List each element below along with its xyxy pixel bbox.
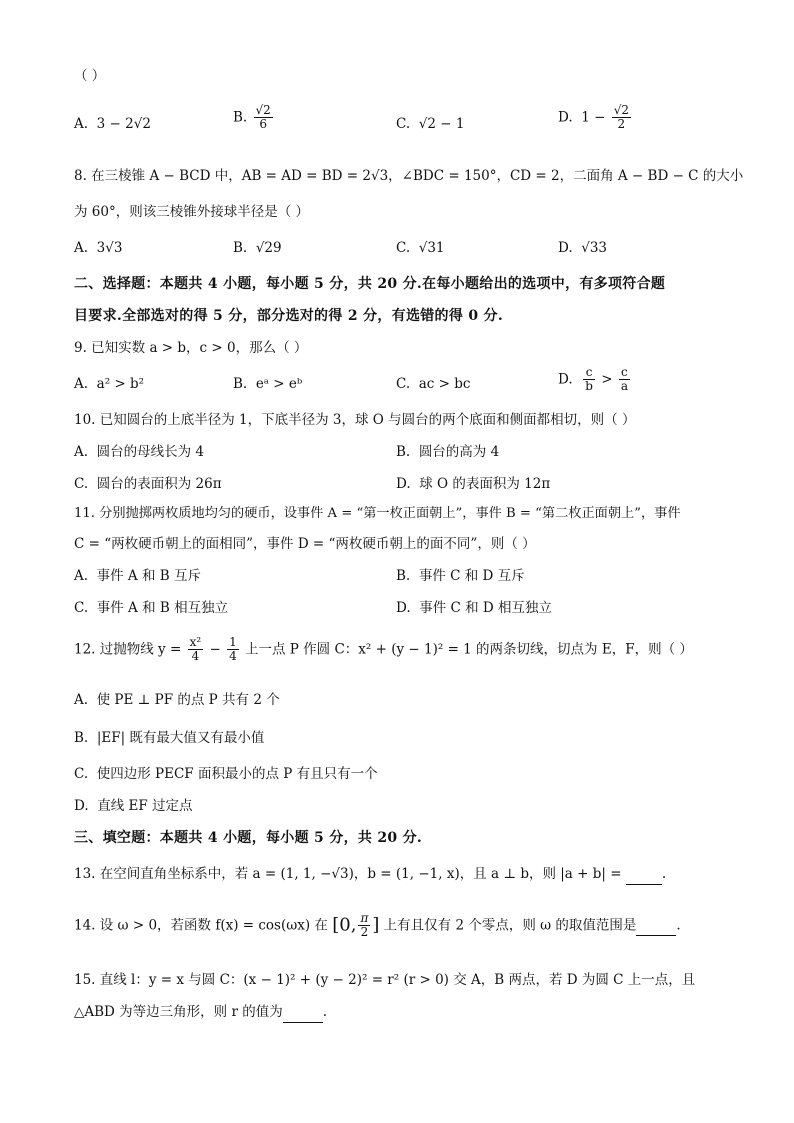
- q10-option-a: A. 圆台的母线长为 4: [74, 444, 205, 460]
- fraction: $\frac{\pi}{2}$: [360, 911, 369, 939]
- q9-option-a: A. a² > b²: [74, 376, 145, 392]
- q8-option-a: A. 3√3: [74, 240, 123, 256]
- q11-option-a: A. 事件 A 和 B 互斥: [74, 568, 201, 584]
- q11-option-b: B. 事件 C 和 D 互斥: [396, 568, 525, 584]
- q11-stem-line2: C = “两枚硬币朝上的面相同”，事件 D = “两枚硬币朝上的面不同”，则（ ）: [74, 536, 536, 552]
- fraction: $\frac{c}{a}$: [620, 365, 628, 393]
- q9-option-b: B. eᵃ > eᵇ: [233, 376, 303, 392]
- q11-option-c: C. 事件 A 和 B 相互独立: [74, 600, 229, 616]
- section-2-heading-line2: 目要求.全部选对的得 5 分，部分选对的得 2 分，有选错的得 0 分.: [74, 308, 504, 324]
- fraction: $\frac{\text{x²}}{4}$: [189, 635, 202, 663]
- q10-option-c: C. 圆台的表面积为 26π: [74, 476, 222, 492]
- q7-option-b: B. $\frac{√2}{6}$: [233, 103, 271, 131]
- q9-option-d: D. $\frac{c}{b}$ > $\frac{c}{a}$: [558, 365, 628, 393]
- q12-option-b: B. |EF| 既有最大值又有最小值: [74, 730, 265, 746]
- q15-stem-line2: △ABD 为等边三角形，则 r 的值为 .: [74, 1002, 327, 1023]
- q9-stem: 9. 已知实数 a > b，c > 0，那么（ ）: [74, 340, 308, 356]
- q12-option-a: A. 使 PE ⊥ PF 的点 P 共有 2 个: [74, 692, 280, 708]
- q10-option-b: B. 圆台的高为 4: [396, 444, 500, 460]
- q11-stem-line1: 11. 分别抛掷两枚质地均匀的硬币，设事件 A = “第一枚正面朝上”，事件 B = “第二枚正面朝上”，事件: [74, 506, 681, 521]
- q10-stem: 10. 已知圆台的上底半径为 1，下底半径为 3，球 O 与圆台的两个底面和侧面都相切，则（ ）: [74, 412, 636, 428]
- q13-stem: 13. 在空间直角坐标系中，若 a = (1, 1, −√3)，b = (1, −1, x)，且 a ⊥ b，则 |a + b| = .: [74, 864, 666, 885]
- q8-stem-line2: 为 60°，则该三棱锥外接球半径是（ ）: [74, 204, 310, 220]
- section-2-heading-line1: 二、选择题：本题共 4 小题，每小题 5 分，共 20 分.在每小题给出的选项中，有多项符合题: [74, 276, 666, 292]
- answer-blank[interactable]: [626, 864, 662, 885]
- q8-option-c: C. √31: [396, 240, 445, 256]
- q7-answer-paren: （ ）: [74, 68, 106, 84]
- q9-option-c: C. ac > bc: [396, 376, 471, 392]
- q7-option-c: C. √2 − 1: [396, 116, 465, 132]
- q14-stem: 14. 设 ω > 0，若函数 f(x) = cos(ωx) 在 [0, $\frac{\pi}{2}$ ] 上有且仅有 2 个零点，则 ω 的取值范围是 .: [74, 911, 681, 939]
- q7-option-d: D. 1 − $\frac{√2}{2}$: [558, 103, 630, 131]
- answer-blank[interactable]: [636, 915, 676, 936]
- answer-blank[interactable]: [283, 1002, 323, 1023]
- fraction: $\frac{√2}{6}$: [255, 103, 271, 131]
- q11-option-d: D. 事件 C 和 D 相互独立: [396, 600, 553, 616]
- q12-option-d: D. 直线 EF 过定点: [74, 798, 193, 814]
- q7-option-a: A. 3 − 2√2: [74, 116, 151, 132]
- q12-option-c: C. 使四边形 PECF 面积最小的点 P 有且只有一个: [74, 766, 378, 782]
- q10-option-d: D. 球 O 的表面积为 12π: [396, 476, 551, 492]
- fraction: $\frac{c}{b}$: [585, 365, 593, 393]
- q8-option-d: D. √33: [558, 240, 608, 256]
- fraction: $\frac{√2}{2}$: [613, 103, 630, 131]
- q8-stem-line1: 8. 在三棱锥 A − BCD 中，AB = AD = BD = 2√3，∠BDC = 150°，CD = 2，二面角 A − BD − C 的大小: [74, 168, 744, 184]
- q12-stem: 12. 过抛物线 y = $\frac{\text{x²}}{4}$ − $\frac{1}{4}$ 上一点 P 作圆 C：x² + (y − 1)² = 1 的两条切线，切点为 E，F，则（ ）: [74, 635, 693, 663]
- q8-option-b: B. √29: [233, 240, 282, 256]
- q15-stem-line1: 15. 直线 l：y = x 与圆 C：(x − 1)² + (y − 2)² = r² (r > 0) 交 A，B 两点，若 D 为圆 C 上一点，且: [74, 972, 696, 988]
- fraction: $\frac{1}{4}$: [229, 635, 237, 663]
- section-3-heading: 三、填空题：本题共 4 小题，每小题 5 分，共 20 分.: [74, 830, 423, 846]
